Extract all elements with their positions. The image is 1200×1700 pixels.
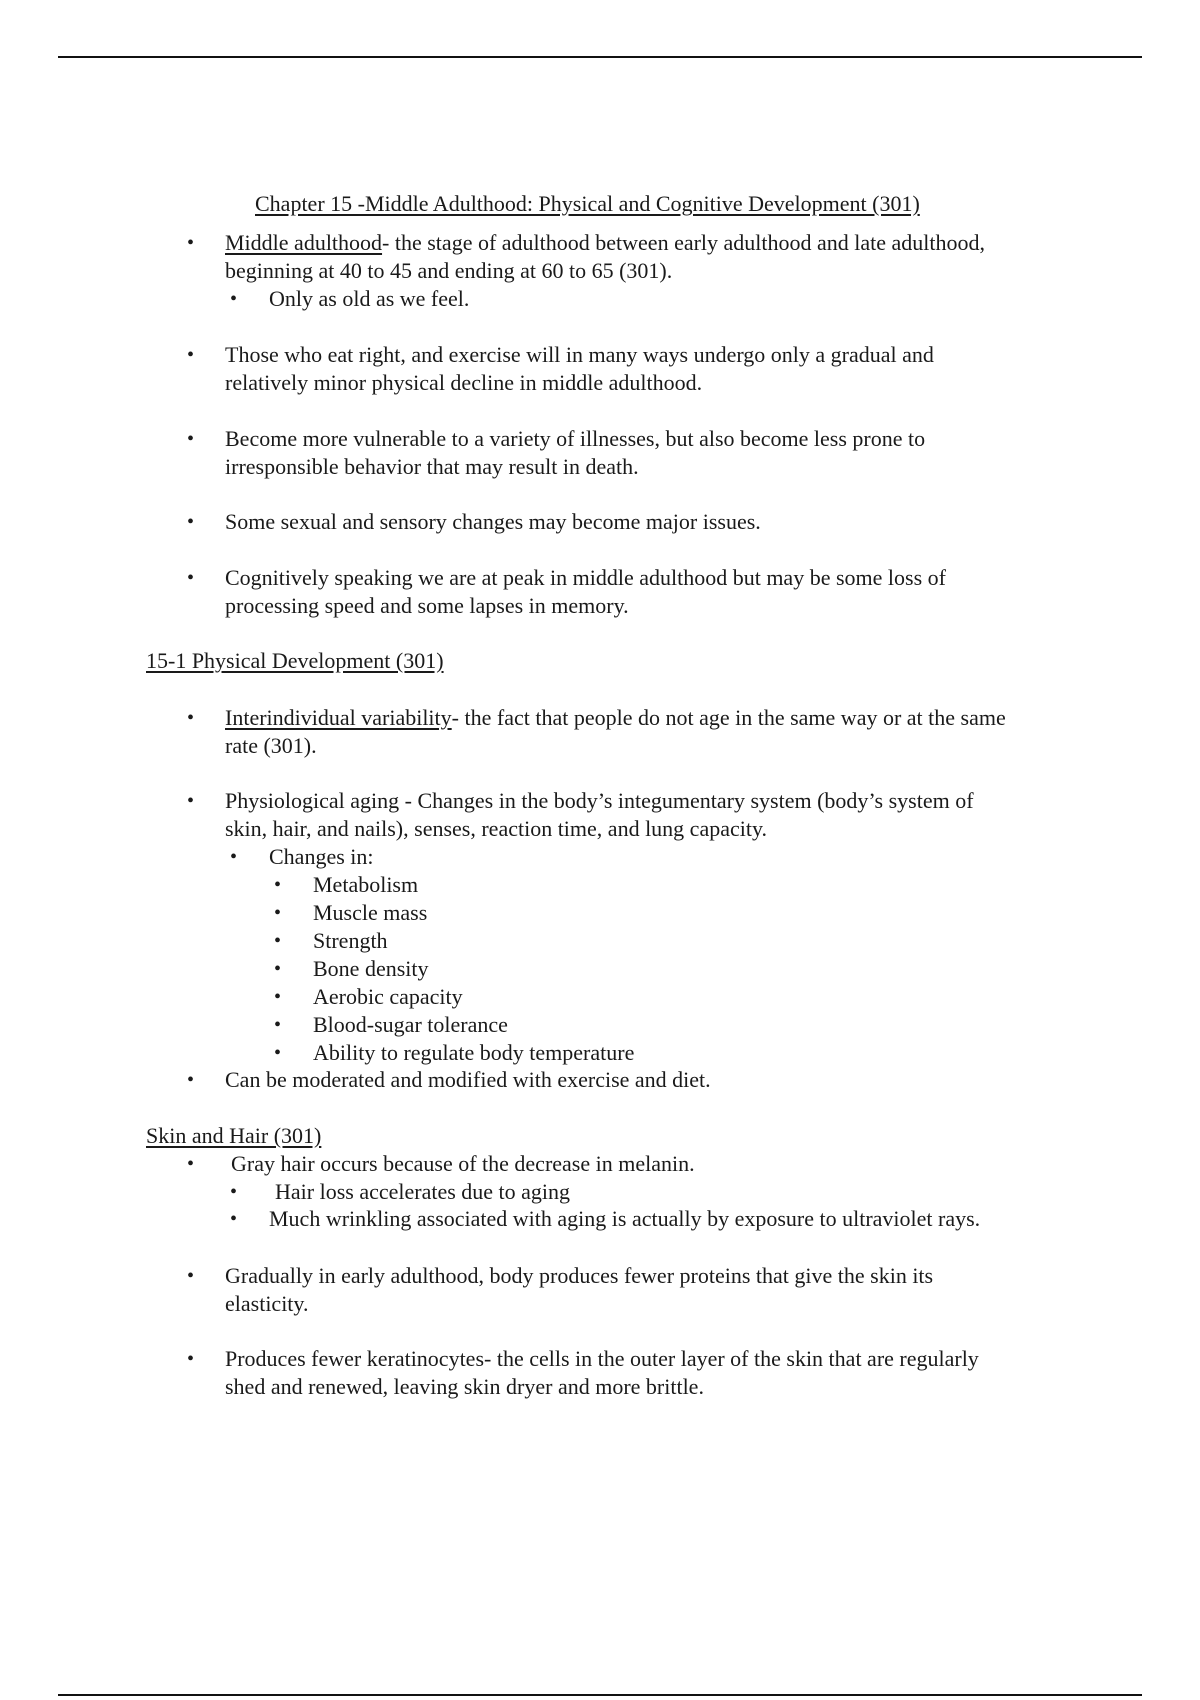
list-item-continuation: relatively minor physical decline in middle adulthood. <box>225 370 703 395</box>
bullet-icon: • <box>274 930 282 952</box>
bullet-icon: • <box>187 1348 195 1370</box>
list-item: Those who eat right, and exercise will in many ways undergo only a gradual and <box>225 342 934 367</box>
list-item-continuation: rate (301). <box>225 733 317 758</box>
sub-sub-list-item: Bone density <box>313 956 429 981</box>
bullet-icon: • <box>187 1069 195 1091</box>
sub-sub-list-item: Strength <box>313 928 388 953</box>
bullet-icon: • <box>274 1042 282 1064</box>
sub-sub-list-item: Metabolism <box>313 872 419 897</box>
list-item: Cognitively speaking we are at peak in middle adulthood but may be some loss of <box>225 565 946 590</box>
bullet-icon: • <box>187 567 195 589</box>
bullet-icon: • <box>230 1208 238 1230</box>
bullet-icon: • <box>187 428 195 450</box>
term-interindividual-variability: Interindividual variability <box>225 705 452 730</box>
bullet-icon: • <box>187 344 195 366</box>
list-item-continuation: elasticity. <box>225 1291 309 1316</box>
list-item: Gray hair occurs because of the decrease in melanin. <box>231 1151 695 1176</box>
chapter-title: Chapter 15 -Middle Adulthood: Physical and Cognitive Development (301) <box>255 191 920 216</box>
list-item-continuation: shed and renewed, leaving skin dryer and more brittle. <box>225 1374 704 1399</box>
sub-sub-list-item: Ability to regulate body temperature <box>313 1040 635 1065</box>
bullet-icon: • <box>274 986 282 1008</box>
sub-sub-list-item: Aerobic capacity <box>313 984 463 1009</box>
list-item-continuation: beginning at 40 to 45 and ending at 60 to 65 (301). <box>225 258 673 283</box>
bullet-icon: • <box>187 790 195 812</box>
list-item: Gradually in early adulthood, body produces fewer proteins that give the skin its <box>225 1263 934 1288</box>
sub-list-item: Much wrinkling associated with aging is actually by exposure to ultraviolet rays. <box>269 1206 981 1231</box>
bullet-icon: • <box>187 1153 195 1175</box>
bottom-rule <box>58 1694 1142 1696</box>
sub-sub-list-item: Blood-sugar tolerance <box>313 1012 508 1037</box>
section-heading-physical-development: 15-1 Physical Development (301) <box>146 648 444 673</box>
sub-list-item: Changes in: <box>269 844 374 869</box>
list-item: Can be moderated and modified with exercise and diet. <box>225 1067 711 1092</box>
bullet-icon: • <box>187 511 195 533</box>
list-item-continuation: processing speed and some lapses in memory. <box>225 593 629 618</box>
list-item-continuation: irresponsible behavior that may result in death. <box>225 454 639 479</box>
list-item: Become more vulnerable to a variety of illnesses, but also become less prone to <box>225 426 926 451</box>
bullet-icon: • <box>230 846 238 868</box>
list-item: Some sexual and sensory changes may become major issues. <box>225 509 761 534</box>
list-item <box>225 229 985 257</box>
list-item: Physiological aging - Changes in the body’s integumentary system (body’s system of <box>225 788 974 813</box>
definition-text: - the fact that people do not age in the same way or at the same <box>451 705 1006 730</box>
sub-list-item: Only as old as we feel. <box>269 286 470 311</box>
bullet-icon: • <box>187 707 195 729</box>
bullet-icon: • <box>274 1014 282 1036</box>
list-item: Produces fewer keratinocytes- the cells in the outer layer of the skin that are regularly <box>225 1346 979 1371</box>
sub-list-item: Hair loss accelerates due to aging <box>275 1179 571 1204</box>
bullet-icon: • <box>230 288 238 310</box>
top-rule <box>58 56 1142 58</box>
bullet-icon: • <box>274 874 282 896</box>
sub-sub-list-item: Muscle mass <box>313 900 428 925</box>
bullet-icon: • <box>230 1181 238 1203</box>
section-heading-skin-and-hair: Skin and Hair (301) <box>146 1123 322 1148</box>
bullet-icon: • <box>187 232 195 254</box>
list-item <box>225 704 1006 732</box>
term-middle-adulthood: Middle adulthood <box>225 230 383 255</box>
bullet-icon: • <box>274 958 282 980</box>
bullet-icon: • <box>187 1265 195 1287</box>
bullet-icon: • <box>274 902 282 924</box>
definition-text: - the stage of adulthood between early adulthood and late adulthood, <box>382 230 986 255</box>
list-item-continuation: skin, hair, and nails), senses, reaction time, and lung capacity. <box>225 816 768 841</box>
